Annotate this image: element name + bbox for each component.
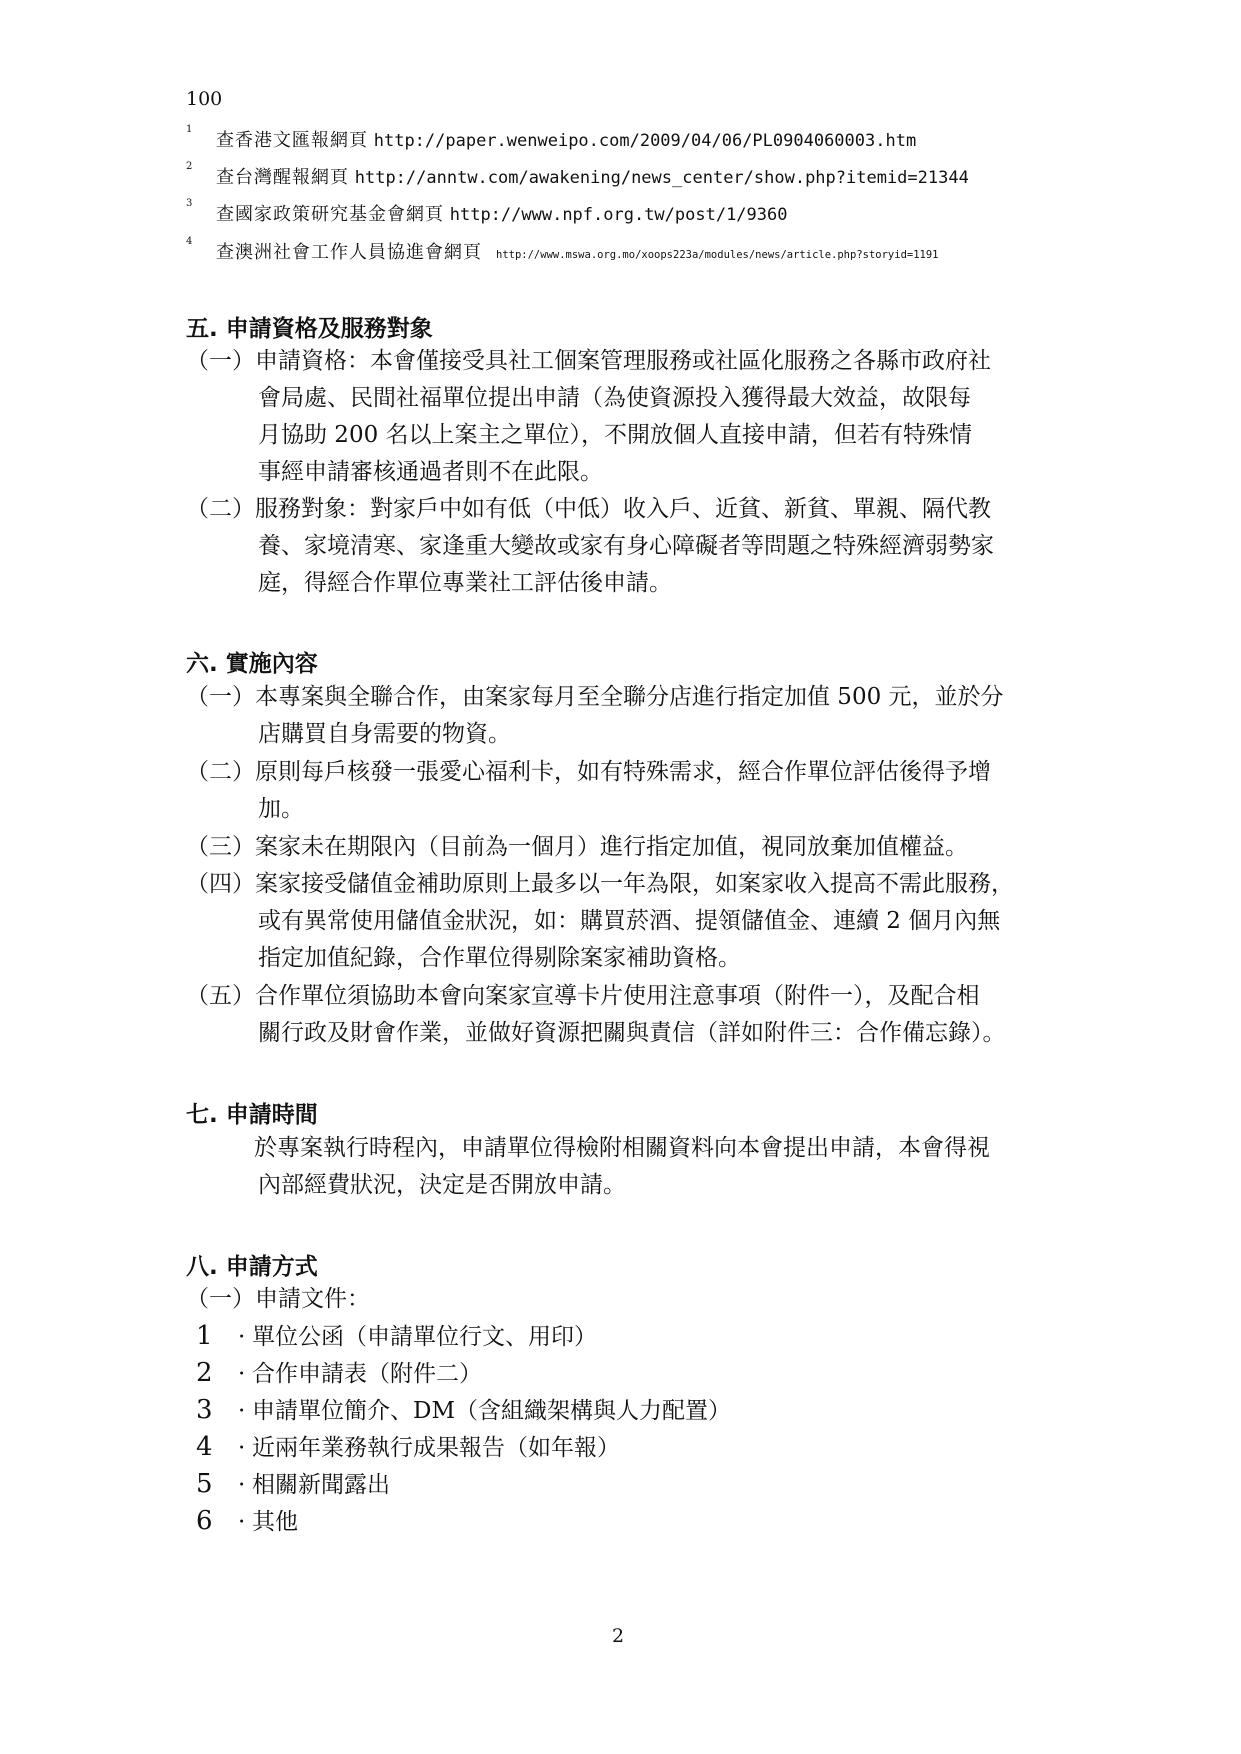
footnote-2 — [186, 163, 969, 189]
paragraph-line: （一）申請資格：本會僅接受具社工個案管理服務或社區化服務之各縣市政府社 — [186, 348, 991, 374]
footnote-3 — [186, 200, 788, 226]
list-item: 3 · 申請單位簡介、DM（含組織架構與人力配置） — [196, 1395, 731, 1425]
section-6-title: 六. 實施內容 — [186, 651, 318, 677]
footnote-mark: 2 — [186, 161, 193, 172]
list-item-text: 相關新聞露出 — [252, 1472, 390, 1498]
paragraph-line: （三）案家未在期限內（目前為一個月）進行指定加值，視同放棄加值權益。 — [186, 834, 968, 860]
paragraph-line: 關行政及財會作業，並做好資源把關與責信（詳如附件三：合作備忘錄）。 — [258, 1020, 1006, 1046]
paragraph-line: 指定加值紀錄，合作單位得剔除案家補助資格。 — [258, 945, 741, 971]
list-item-number: 6 — [196, 1506, 213, 1536]
footnote-url[interactable]: http://www.npf.org.tw/post/1/9360 — [449, 205, 788, 225]
list-item-text: 單位公函（申請單位行文、用印） — [252, 1324, 597, 1350]
paragraph-line: 店購買自身需要的物資。 — [258, 721, 511, 747]
paragraph-line: 或有異常使用儲值金狀況，如：購買菸酒、提領儲值金、連續 2 個月內無 — [258, 908, 1001, 934]
footnote-text: 查國家政策研究基金會網頁 — [216, 204, 444, 225]
list-item-number: 5 — [196, 1469, 213, 1499]
list-item-text: 其他 — [252, 1509, 298, 1535]
list-item: 5 · 相關新聞露出 — [196, 1469, 390, 1499]
paragraph-line: 於專案執行時程內，申請單位得檢附相關資料向本會提出申請，本會得視 — [254, 1135, 990, 1161]
paragraph-line: 庭，得經合作單位專業社工評估後申請。 — [258, 570, 672, 596]
paragraph-line: （二）原則每戶核發一張愛心福利卡，如有特殊需求，經合作單位評估後得予增 — [186, 759, 991, 785]
footnote-url[interactable]: http://www.mswa.org.mo/xoops223a/modules/news/article.php?storyid=1191 — [496, 249, 939, 261]
list-item: 6 · 其他 — [196, 1506, 298, 1536]
page-number: 2 — [612, 1625, 625, 1647]
paragraph-line: 事經申請審核通過者則不在此限。 — [258, 459, 603, 485]
list-item-text: 合作申請表（附件二） — [252, 1361, 482, 1387]
header-number: 100 — [186, 88, 223, 110]
paragraph-line: 加。 — [258, 796, 304, 822]
footnote-text: 查台灣醒報網頁 — [216, 167, 349, 188]
footnote-mark: 4 — [186, 236, 193, 247]
section-8-title: 八. 申請方式 — [186, 1254, 318, 1280]
footnote-text: 查澳洲社會工作人員協進會網頁 — [216, 242, 482, 263]
list-item: 1 · 單位公函（申請單位行文、用印） — [196, 1321, 597, 1351]
paragraph-line: （五）合作單位須協助本會向案家宣導卡片使用注意事項（附件一），及配合相 — [186, 983, 980, 1009]
paragraph-line: 內部經費狀況，決定是否開放申請。 — [258, 1172, 626, 1198]
footnote-url[interactable]: http://anntw.com/awakening/news_center/show.php?itemid=21344 — [354, 168, 969, 188]
list-item-text: 近兩年業務執行成果報告（如年報） — [252, 1435, 620, 1461]
list-item-number: 3 — [196, 1395, 213, 1425]
paragraph-line: （二）服務對象：對家戶中如有低（中低）收入戶、近貧、新貧、單親、隔代教 — [186, 496, 991, 522]
footnote-url[interactable]: http://paper.wenweipo.com/2009/04/06/PL0904060003.htm — [373, 131, 917, 151]
footnote-mark: 1 — [186, 124, 193, 135]
footnote-4 — [186, 238, 939, 264]
paragraph-line: 會局處、民間社福單位提出申請（為使資源投入獲得最大效益，故限每 — [258, 385, 971, 411]
section-7-title: 七. 申請時間 — [186, 1102, 318, 1128]
section-5-title: 五. 申請資格及服務對象 — [186, 316, 433, 342]
list-item-number: 1 — [196, 1321, 213, 1351]
paragraph-line: （四）案家接受儲值金補助原則上最多以一年為限，如案家收入提高不需此服務， — [186, 871, 1014, 897]
list-item-text: 申請單位簡介、DM（含組織架構與人力配置） — [252, 1398, 731, 1424]
list-item-number: 4 — [196, 1432, 213, 1462]
list-item-number: 2 — [196, 1358, 213, 1388]
list-item: 2 · 合作申請表（附件二） — [196, 1358, 482, 1388]
footnote-mark: 3 — [186, 198, 193, 209]
paragraph-line: （一）本專案與全聯合作，由案家每月至全聯分店進行指定加值 500 元，並於分 — [186, 684, 1004, 710]
list-item: 4 · 近兩年業務執行成果報告（如年報） — [196, 1432, 620, 1462]
paragraph-line: （一）申請文件： — [186, 1286, 370, 1312]
footnote-text: 查香港文匯報網頁 — [216, 130, 368, 151]
footnote-1 — [186, 126, 916, 152]
paragraph-line: 月協助 200 名以上案主之單位），不開放個人直接申請，但若有特殊情 — [258, 422, 973, 448]
paragraph-line: 養、家境清寒、家逢重大變故或家有身心障礙者等問題之特殊經濟弱勢家 — [258, 533, 994, 559]
